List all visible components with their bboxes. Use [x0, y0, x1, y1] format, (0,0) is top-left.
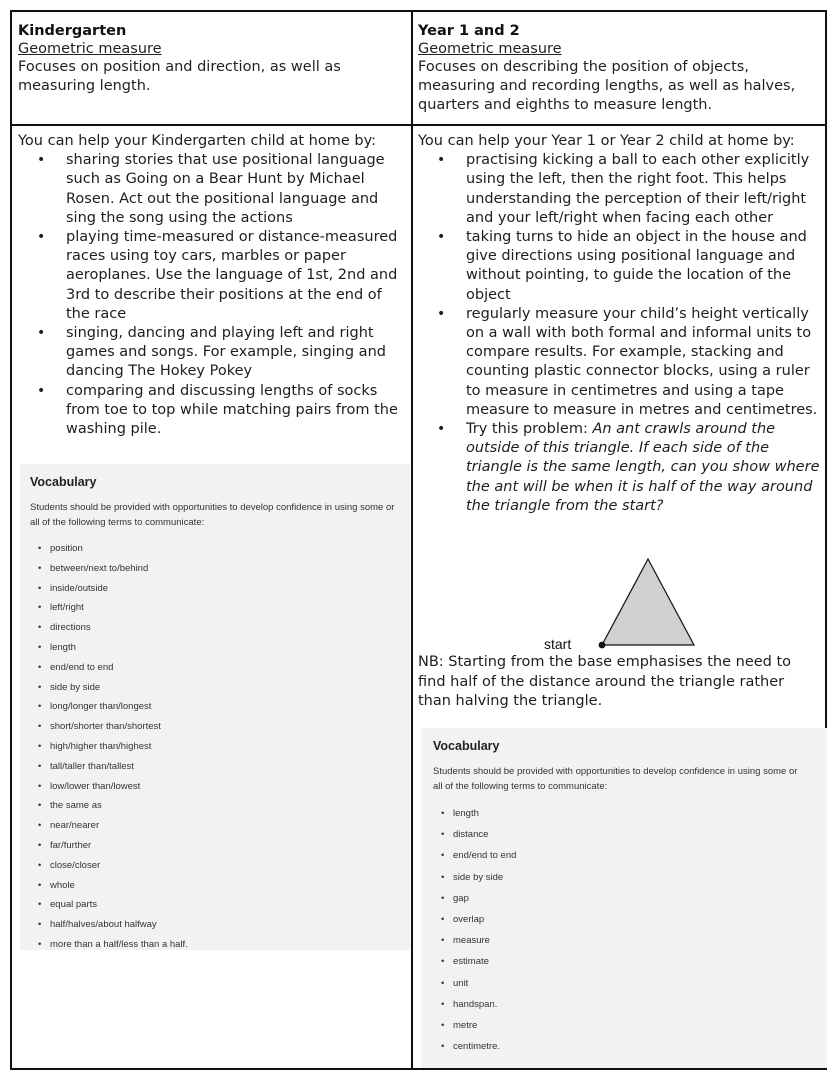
vocabulary-term: • between/next to/behind — [50, 559, 410, 579]
vocabulary-term: • whole — [50, 876, 410, 896]
vocabulary-term: • equal parts — [50, 895, 410, 915]
vocabulary-term: • near/nearer — [50, 816, 410, 836]
vocabulary-term: • unit — [453, 973, 827, 994]
year-1-2-body-cell — [418, 132, 820, 709]
list-item: • practising kicking a ball to each other explicitly using the left, then the right foot. This helps understanding the perception of their left/right and your left/right when facing each other — [466, 151, 820, 228]
row-divider — [12, 124, 825, 126]
vocabulary-term: • end/end to end — [453, 845, 827, 866]
vocabulary-term: • length — [453, 803, 827, 824]
vocabulary-term: • tall/taller than/tallest — [50, 757, 410, 777]
vocabulary-intro — [433, 764, 827, 794]
kindergarten-title: Kindergarten — [18, 23, 127, 39]
triangle-diagram — [598, 557, 698, 659]
year-1-2-vocabulary-box — [421, 728, 827, 1068]
vocabulary-term: • side by side — [50, 678, 410, 698]
kindergarten-header-cell — [18, 22, 406, 96]
vocabulary-intro-line: all of the following terms to communicate: — [433, 781, 608, 792]
start-label: start — [544, 636, 572, 652]
vocabulary-term: • distance — [453, 824, 827, 845]
kindergarten-subtitle: Geometric measure — [18, 41, 162, 57]
vocabulary-term: • more than a half/less than a half. — [50, 935, 410, 950]
year-1-2-header-cell — [418, 22, 820, 115]
vocabulary-term: • far/further — [50, 836, 410, 856]
vocabulary-term: • length — [50, 638, 410, 658]
vocabulary-title: Vocabulary — [433, 739, 500, 753]
vocabulary-term: • low/lower than/lowest — [50, 777, 410, 797]
vocabulary-title: Vocabulary — [30, 475, 97, 489]
year-1-2-title: Year 1 and 2 — [418, 23, 520, 39]
vocabulary-term: • inside/outside — [50, 579, 410, 599]
list-item: • comparing and discussing lengths of socks from toe to top while matching pairs from the washing pile. — [66, 382, 406, 440]
vocabulary-intro-line: all of the following terms to communicate: — [30, 517, 205, 528]
two-column-table — [10, 10, 827, 1070]
vocabulary-term: • long/longer than/longest — [50, 697, 410, 717]
vocabulary-term: • centimetre. — [453, 1036, 827, 1057]
vocabulary-term: • handspan. — [453, 994, 827, 1015]
list-item: • playing time-measured or distance-measured races using toy cars, marbles or paper aeroplanes. Use the language of 1st, 2nd and 3rd to describe their positions at the end of the race — [66, 228, 406, 324]
vocabulary-term: • side by side — [453, 867, 827, 888]
list-item: • sharing stories that use positional language such as Going on a Bear Hunt by Michael Rosen. Act out the positional language and sing the song using the actions — [66, 151, 406, 228]
vocabulary-term: • directions — [50, 618, 410, 638]
kindergarten-tips-list — [18, 151, 406, 439]
year-1-2-intro: You can help your Year 1 or Year 2 child at home by: — [418, 133, 795, 149]
equilateral-triangle — [602, 559, 694, 645]
kindergarten-body-cell — [18, 132, 406, 439]
kindergarten-vocabulary-list — [30, 539, 410, 950]
vocabulary-term: • estimate — [453, 951, 827, 972]
problem-text: An ant crawls around the outside of this triangle. If each side of the triangle is the same length, can you show where the ant will be when it is half of the way around the triangle from the start? — [466, 421, 820, 514]
vocabulary-term: • high/higher than/highest — [50, 737, 410, 757]
list-item-problem — [466, 420, 820, 516]
vocabulary-term: • half/halves/about halfway — [50, 915, 410, 935]
year-1-2-vocabulary-list — [433, 803, 827, 1057]
vocabulary-term: • position — [50, 539, 410, 559]
vocabulary-term: • overlap — [453, 909, 827, 930]
year-1-2-tips-list — [418, 151, 820, 516]
kindergarten-description: Focuses on position and direction, as well as measuring length. — [18, 59, 341, 94]
vocabulary-term: • end/end to end — [50, 658, 410, 678]
column-divider — [411, 12, 413, 1068]
vocabulary-term: • short/shorter than/shortest — [50, 717, 410, 737]
problem-lead: Try this problem: — [466, 421, 593, 438]
kindergarten-vocabulary-box — [20, 464, 410, 950]
vocabulary-term: • metre — [453, 1015, 827, 1036]
year-1-2-subtitle: Geometric measure — [418, 41, 562, 57]
start-point-marker — [599, 642, 606, 649]
vocabulary-term: • measure — [453, 930, 827, 951]
nb-note: NB: Starting from the base emphasises the need to find half of the distance around the triangle rather than halving the triangle. — [418, 654, 792, 709]
vocabulary-term: • close/closer — [50, 856, 410, 876]
list-item: • taking turns to hide an object in the house and give directions using positional language and without pointing, to guide the location of the object — [466, 228, 820, 305]
kindergarten-intro: You can help your Kindergarten child at home by: — [18, 133, 376, 149]
vocabulary-term: • gap — [453, 888, 827, 909]
vocabulary-intro-line: Students should be provided with opportunities to develop confidence in using some or — [433, 766, 798, 777]
list-item: • singing, dancing and playing left and right games and songs. For example, singing and dancing The Hokey Pokey — [66, 324, 406, 382]
vocabulary-term: • the same as — [50, 796, 410, 816]
vocabulary-term: • left/right — [50, 598, 410, 618]
vocabulary-intro — [30, 500, 410, 530]
year-1-2-description: Focuses on describing the position of objects, measuring and recording lengths, as well as halves, quarters and eighths to measure length. — [418, 59, 796, 113]
vocabulary-intro-line: Students should be provided with opportunities to develop confidence in using some or — [30, 502, 395, 513]
list-item: • regularly measure your child’s height vertically on a wall with both formal and informal units to compare results. For example, stacking and counting plastic connector blocks, using a ruler to measure in centimetres and using a tape measure to measure in metres and centimetres. — [466, 305, 820, 420]
